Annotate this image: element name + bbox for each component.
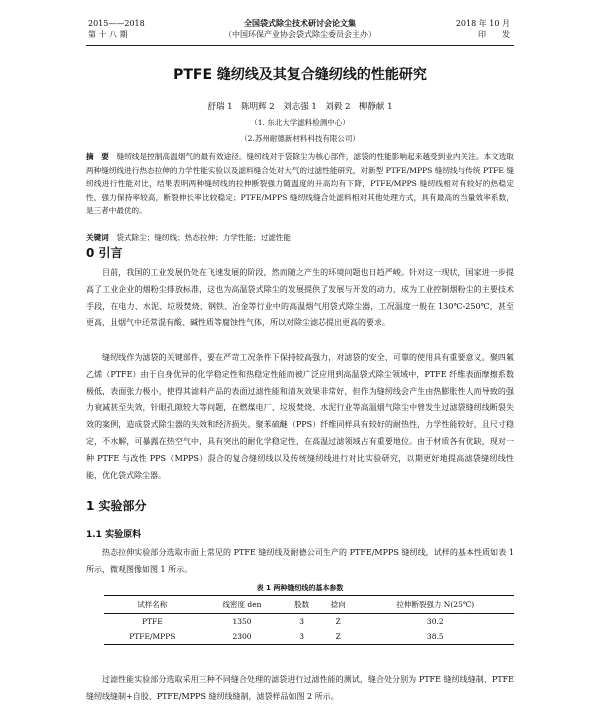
keywords-text: 袋式除尘；缝纫线；热态拉伸；力学性能；过滤性能	[116, 233, 292, 242]
journal-subtitle: （中国环保产业协会袋式除尘委员会主办）	[224, 30, 376, 39]
author-list: 舒瑞 1 陈明辉 2 刘志强 1 刘毅 2 柳静献 1	[207, 102, 393, 112]
table-cell: PTFE	[141, 617, 163, 626]
table-header-cell: 捻向	[320, 596, 357, 614]
section-heading-experiment: 1 实验部分	[86, 499, 147, 513]
parameters-table	[104, 595, 514, 645]
header-right	[440, 18, 510, 40]
filtration-paragraph: 过滤性能实验部分选取采用三种不同缝合处理的滤袋进行过滤性能的测试，缝合处分别为 PTFE 缝纫线缝制、PTFE 缝纫线缝制+自胶、PTFE/MPPS 缝纫线缝制，滤袋样品如图 2 所示。	[86, 675, 514, 701]
affiliation-1: （1. 东北大学滤料检测中心）	[250, 118, 350, 127]
abstract-text: 缝纫线是控制高温烟气的最有效途径。缝纫线对于袋除尘为核心部件，滤袋的性能影响起来越受到业内关注。本文选取两种缝纫线进行热态拉伸的力学性能实验以及滤料缝合处对大气的过滤性能研究，对新型 PTFE/MPPS 缝纫线与传统 PTFE 缝纫线进行性能对比，结果表明两种缝纫线的拉伸断裂强力随温度的升高均有下降，PTFE/MPPS 缝纫线相对有较好的热稳定性，强力保持率较高，断裂伸长率比较稳定；PTFE/MPPS 缝纫线缝合处滤料相对其他处理方式，具有最高的当量效率系数，是三者中最优的。	[86, 152, 515, 216]
table-header-cell: 线密度 den	[201, 596, 284, 614]
subsection-heading-materials: 1.1 实验原料	[86, 530, 142, 540]
table-cell: 1350	[232, 617, 252, 626]
section-heading-intro: 0 引言	[86, 246, 123, 260]
table-cell: PTFE/MPPS	[104, 629, 201, 645]
intro-paragraph-1: 目前，我国的工业发展仍处在飞速发展的阶段，然而随之产生的环境问题也日趋严峻。针对这一现状，国家进一步提高了工业企业的烟粉尘排放标准，这也为高温袋式除尘的发展提供了发展与开发的动力，成为工业控制烟粉尘的主要技术手段，在电力、水泥、垃圾焚烧、钢铁、冶金等行业中的高温烟气用袋式除尘器，工况温度一般在 130℃-250℃，甚至更高，且烟气中还常混有酸、碱性质等腐蚀性气体，所以对除尘滤芯提出更高的要求。	[86, 268, 514, 328]
header-left	[88, 18, 145, 40]
table-row	[104, 614, 514, 630]
table-cell: 2300	[201, 629, 284, 645]
table-cell: 30.2	[426, 617, 444, 626]
header-year-range: 2015——2018	[88, 19, 145, 28]
table-header-cell: 拉伸断裂强力 N(25℃)	[357, 596, 514, 614]
intro-paragraph-2: 缝纫线作为滤袋的关键部件，要在严苛工况条件下保持较高强力，对滤袋的安全、可靠的使用具有重要意义。聚四氟乙烯（PTFE）由于自身优异的化学稳定性和热稳定性能而被广泛应用到高温袋式除尘领域中，PTFE 纤维表面摩擦系数极低，表面张力极小，使得其滤料产品的表面过滤性能和清灰效果非常好，但作为缝纫线会产生由热膨胀性人而导致的强力衰减甚至失效，针眼孔隙较大等问题，在燃煤电厂、垃圾焚烧、水泥行业等高温烟气除尘中曾发生过滤袋缝纫线断裂失效的案例，造成袋式除尘器的失效和经济损失。聚苯硫醚（PPS）纤维同样具有较好的耐热性，力学性能较好，且尺寸稳定，不水解，可暴露在热空气中，具有突出的耐化学稳定性，在高温过滤领域占有重要地位。由于材质各有优缺，现对一种 PTFE 与改性 PPS（MPPS）混合的复合缝纫线以及传统缝纫线进行对比实验研究，以期更好地提高滤袋缝纫线性能，优化袋式除尘器。	[86, 353, 514, 480]
affiliation-2: （2.苏州耐德新材料科技有限公司）	[240, 134, 360, 143]
journal-title: 全国袋式除尘技术研讨会论文集	[244, 18, 356, 28]
table-cell: 38.5	[357, 629, 514, 645]
abstract	[86, 150, 514, 218]
table-row	[104, 629, 514, 645]
header-volume: 第 十 八 期	[88, 30, 128, 39]
table-header-cell: 股数	[283, 596, 320, 614]
header-center	[180, 18, 420, 40]
materials-paragraph: 热态拉伸实验部分选取市面上常见的 PTFE 缝纫线及耐德公司生产的 PTFE/MPPS 缝纫线，试样的基本性质如表 1 所示，微观图像如图 1 所示。	[86, 548, 514, 574]
table-header-cell: 试样名称	[104, 596, 201, 614]
header-place: 印 发	[478, 30, 510, 39]
table-cell: Z	[335, 617, 341, 626]
keywords	[86, 232, 514, 243]
paper-title: PTFE 缝纫线及其复合缝纫线的性能研究	[173, 67, 427, 83]
table-caption: 表 1 两种缝纫线的基本参数	[256, 584, 344, 592]
header-date: 2018 年 10 月	[455, 19, 510, 28]
table-cell: 3	[283, 629, 320, 645]
table-cell: Z	[320, 629, 357, 645]
keywords-label: 关键词	[86, 233, 109, 242]
abstract-label: 摘 要	[86, 152, 109, 161]
header-divider	[86, 45, 514, 46]
table-header-row	[104, 596, 514, 614]
table-cell: 3	[299, 617, 305, 626]
